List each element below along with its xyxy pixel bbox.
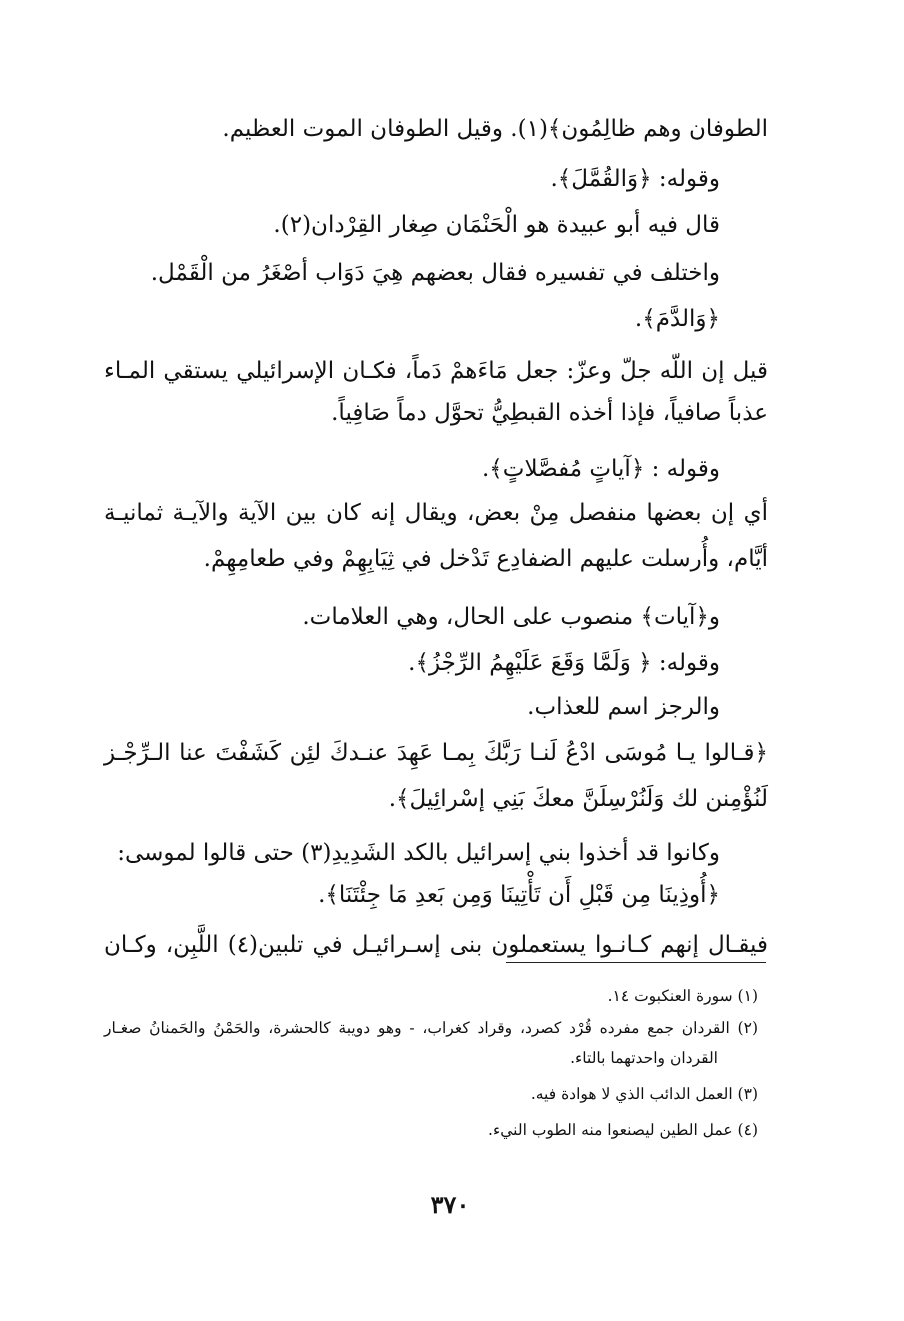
text-line-7: عذباً صافياً، فإذا أخذه القبطِيُّ تحوَّل دماً صَافِياً. xyxy=(331,400,768,426)
footnote-3: (٣) العمل الدائب الذي لا هوادة فيه. xyxy=(530,1085,758,1103)
text-line-18: فيقـال إنهم كـانـوا يستعملون بنى إسـرائيـل في تلبين(٤) اللَّبِن، وكـان xyxy=(104,932,768,958)
text-line-1: الطوفان وهم ظالِمُون﴾(١). وقيل الطوفان الموت العظيم. xyxy=(222,116,768,142)
text-line-16: وكانوا قد أخذوا بني إسرائيل بالكد الشَدِيدِ(٣) حتى قالوا لموسى: xyxy=(117,840,720,866)
text-line-13: والرجز اسم للعذاب. xyxy=(527,694,720,720)
text-line-10: أيَّام، وأُرسلت عليهم الضفادِع تَدْخل في ثِيَابِهِمْ وفي طعامِهِمْ. xyxy=(203,546,768,572)
text-line-6: قيل إن اللّه جلّ وعزّ: جعل مَاءَهمْ دَماً، فكـان الإسرائيلي يستقي المـاء xyxy=(104,358,768,384)
text-line-3: قال فيه أبو عبيدة هو الْحَنْمَان صِغار القِرْدان(٢). xyxy=(273,212,720,238)
footnote-2: (٢) القردان جمع مفرده قُرْد كصرد، وقراد كغراب، - وهو دويبة كالحشرة، والحَمْنُ والحَمنانُ صغـار xyxy=(104,1019,758,1037)
footnote-separator xyxy=(506,962,766,963)
text-line-2: وقوله: ﴿وَالقُمَّلَ﴾. xyxy=(550,166,720,192)
text-line-11: و﴿آيات﴾ منصوب على الحال، وهي العلامات. xyxy=(302,604,720,630)
text-line-14: ﴿قـالوا يـا مُوسَى ادْعُ لَنـا رَبَّكَ بِمـا عَهِدَ عنـدكَ لئِن كَشَفْتَ عنا الـرِّجْـز xyxy=(104,740,768,766)
text-line-17: ﴿أُوذِينَا مِن قَبْلِ أَن تَأْتِينَا وَمِن بَعدِ مَا جِئْتَنَا﴾. xyxy=(318,882,720,908)
text-line-5: ﴿وَالدَّمَ﴾. xyxy=(634,306,720,332)
footnote-4: (٤) عمل الطين ليصنعوا منه الطوب النيء. xyxy=(488,1121,758,1139)
page-number: ٣٧٠ xyxy=(430,1190,470,1219)
text-line-12: وقوله: ﴿ وَلَمَّا وَقَعَ عَلَيْهِمُ الرِّجْزُ﴾. xyxy=(408,650,720,676)
text-line-9: أي إن بعضها منفصل مِنْ بعض، ويقال إنه كان بين الآية والآيـة ثمانيـة xyxy=(104,500,768,526)
footnote-1: (١) سورة العنكبوت ١٤. xyxy=(607,987,758,1005)
text-line-15: لَنُؤْمِنن لك وَلَنُرْسِلَنَّ معكَ بَنِي إسْرائِيلَ﴾. xyxy=(388,786,768,812)
footnote-2-continued: القردان واحدتهما بالتاء. xyxy=(570,1049,718,1067)
text-line-8: وقوله : ﴿آياتٍ مُفصَّلاتٍ﴾. xyxy=(482,456,720,482)
text-line-4: واختلف في تفسيره فقال بعضهم هِيَ دَوَاب أصْغَرُ من الْقَمْل. xyxy=(150,260,720,286)
